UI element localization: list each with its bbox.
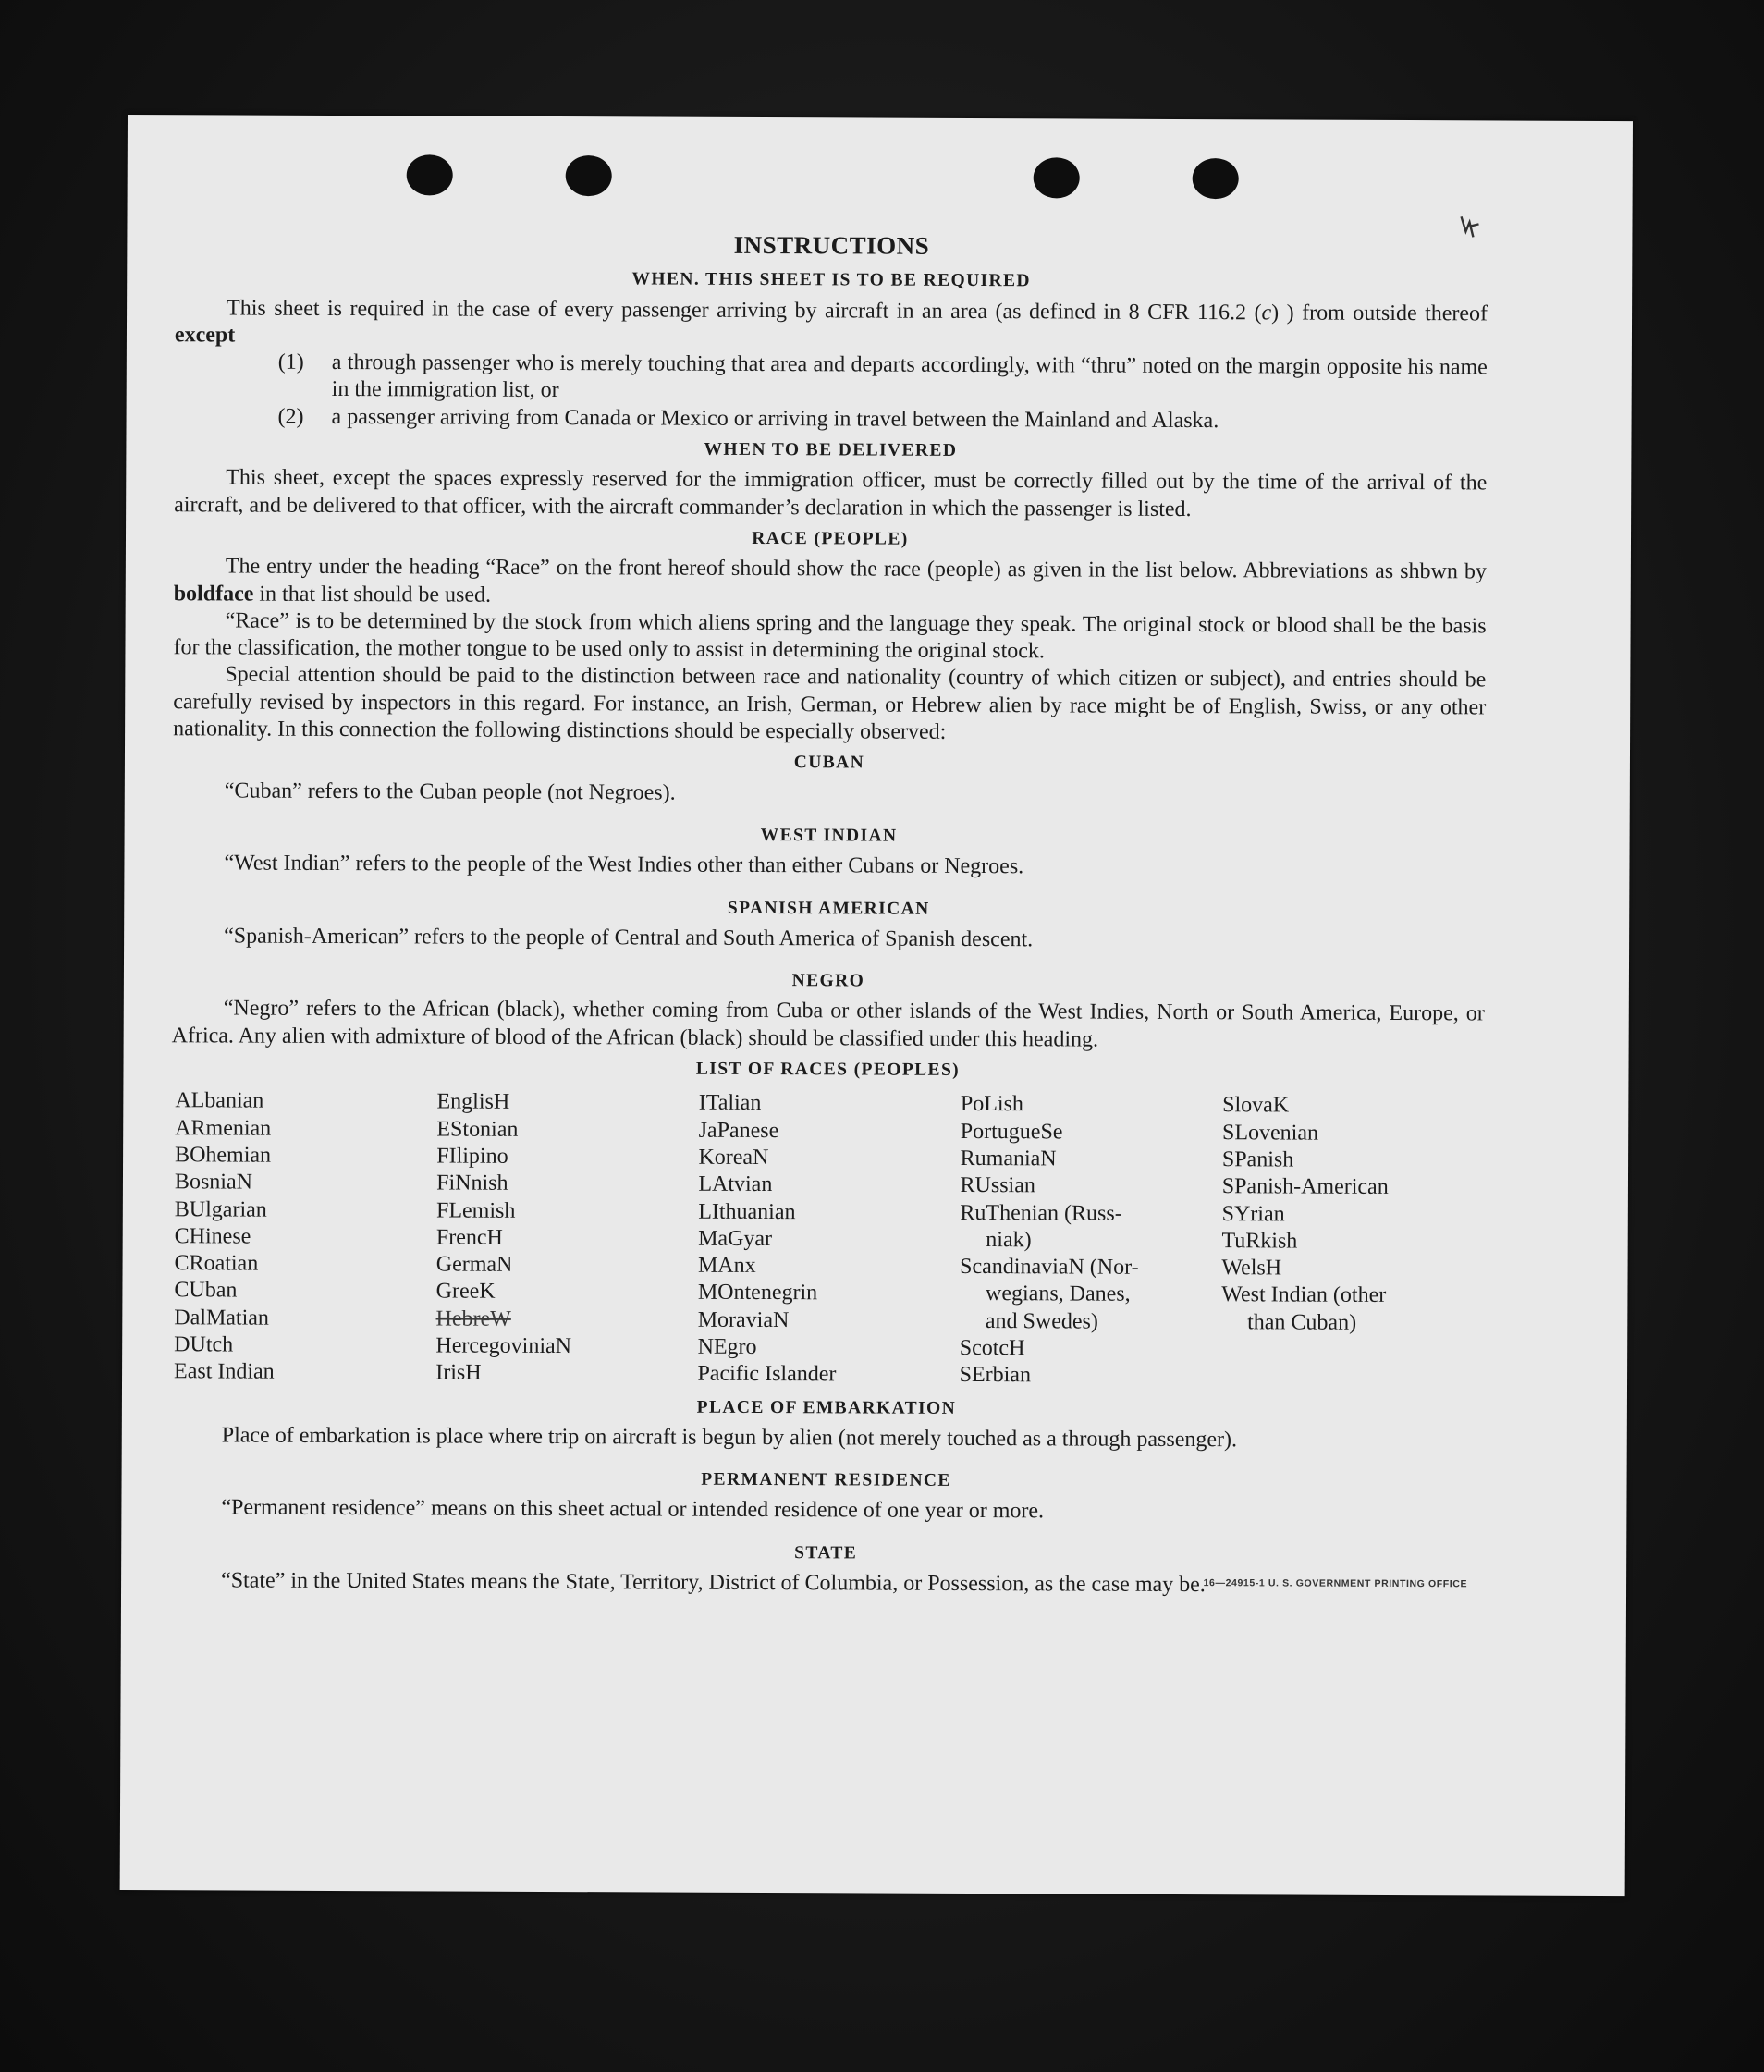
race-entry: wegians, Danes, xyxy=(985,1281,1131,1307)
page-title: INSTRUCTIONS xyxy=(733,230,930,260)
section-heading-west-indian: WEST INDIAN xyxy=(760,825,898,846)
list-item: (1) a through passenger who is merely touching that area and departs accordingly, with “thru” noted on the margin opposite his name in the immigration list, or xyxy=(277,349,1488,403)
west-indian-text: “West Indian” refers to the people of the West Indies other than either Cubans or Negroes. xyxy=(224,851,1024,879)
section-heading-required: WHEN. THIS SHEET IS TO BE REQUIRED xyxy=(631,269,1031,291)
race-entry: SYrian xyxy=(1221,1201,1285,1226)
race-paragraph: Special attention should be paid to the distinction between race and nationality (country of which citizen or subject), and entries should be carefully revised by inspectors in this regard. For instance, an Irish, German, or Hebrew alien by race might be of English, Swiss, or any other nationality. In this connection the following distinctions should be especially observed: xyxy=(173,662,1487,744)
race-entry: WelsH xyxy=(1221,1256,1282,1281)
section-heading-list: LIST OF RACES (PEOPLES) xyxy=(695,1059,961,1080)
race-entry: SPanish xyxy=(1221,1147,1294,1172)
race-entry: BUlgarian xyxy=(174,1196,267,1222)
race-entry: ScandinaviaN (Nor- xyxy=(960,1255,1139,1280)
race-entry: TuRkish xyxy=(1221,1228,1298,1254)
race-entry: BosniaN xyxy=(174,1170,253,1195)
race-entry: NEgro xyxy=(697,1334,757,1359)
state-block xyxy=(169,1567,1482,1600)
section-heading-cuban: CUBAN xyxy=(793,753,865,773)
races-list xyxy=(174,1088,1484,1392)
embarkation-text: Place of embarkation is place where trip on aircraft is begun by alien (not merely touched as a through passenger). xyxy=(221,1423,1238,1453)
spanish-american-text: “Spanish-American” refers to the people of Central and South America of Spanish descent. xyxy=(224,924,1034,952)
race-entry: JaPanese xyxy=(698,1118,779,1143)
race-entry-struck: HebreW xyxy=(435,1306,511,1331)
instructions-body xyxy=(169,226,1488,1600)
cuban-text: “Cuban” refers to the Cuban people (not Negroes). xyxy=(224,779,676,805)
race-entry: RUssian xyxy=(960,1173,1035,1198)
race-entry: FrencH xyxy=(435,1225,503,1250)
race-entry: SlovaK xyxy=(1222,1093,1290,1118)
race-entry: MAnx xyxy=(697,1253,756,1279)
punch-hole xyxy=(407,154,453,195)
race-entry: IrisH xyxy=(435,1360,482,1385)
section-heading-embarkation: PLACE OF EMBARKATION xyxy=(696,1397,957,1418)
race-entry: PoLish xyxy=(960,1092,1024,1117)
section-heading-residence: PERMANENT RESIDENCE xyxy=(701,1469,951,1491)
list-item: (2) a passenger arriving from Canada or Mexico or arriving in travel between the Mainland and Alaska. xyxy=(277,404,1219,433)
delivered-text: This sheet, except the spaces expressly reserved for the immigration officer, must be correctly filled out by the time of the arrival of the aircraft, and be delivered to that officer, with the aircraft commander’s declaration in which the passenger is listed. xyxy=(174,465,1488,521)
section-heading-spanish-american: SPANISH AMERICAN xyxy=(727,898,930,919)
race-entry: FiNnish xyxy=(436,1171,508,1196)
race-paragraph: The entry under the heading “Race” on the front hereof should show the race (people) as given in the list below. Abbreviations as shbwn by boldface in that list should be used. xyxy=(173,554,1487,607)
race-entry: CUban xyxy=(174,1278,238,1303)
race-entry: niak) xyxy=(986,1227,1032,1253)
race-entry: MaGyar xyxy=(698,1226,773,1251)
section-heading-delivered: WHEN TO BE DELIVERED xyxy=(704,439,958,460)
race-entry: ITalian xyxy=(698,1091,762,1116)
negro-text: “Negro” refers to the African (black), whether coming from Cuba or other islands of the West Indies, North or South America, Europe, or Africa. Any alien with admixture of blood of the African (black) should be classified under this heading. xyxy=(171,996,1485,1052)
state-text: “State” in the United States means the State, Territory, District of Columbia, or Possession, as the case may be. xyxy=(221,1568,1206,1598)
race-entry: LIthuanian xyxy=(698,1199,796,1224)
races-column xyxy=(697,1090,961,1389)
race-entry: than Cuban) xyxy=(1247,1309,1357,1335)
race-entry: KoreaN xyxy=(698,1145,769,1170)
residence-text: “Permanent residence” means on this sheet actual or intended residence of one year or more. xyxy=(221,1495,1045,1524)
race-entry: ARmenian xyxy=(175,1115,272,1141)
race-entry: SLovenian xyxy=(1221,1120,1319,1146)
document-page xyxy=(120,115,1633,1896)
races-column xyxy=(960,1091,1223,1390)
race-entry: RuThenian (Russ- xyxy=(960,1200,1122,1226)
section-heading-negro: NEGRO xyxy=(791,971,865,991)
race-entry: MOntenegrin xyxy=(697,1281,818,1306)
race-entry: HercegoviniaN xyxy=(435,1333,572,1359)
race-paragraph: “Race” is to be determined by the stock from which aliens spring and the language they speak. The original stock or blood shall be the basis for the classification, the mother tongue to be used only to assist in determining the original stock. xyxy=(173,608,1487,664)
race-entry: ALbanian xyxy=(175,1088,264,1113)
race-entry: Pacific Islander xyxy=(697,1361,837,1387)
section-heading-state: STATE xyxy=(794,1542,858,1563)
races-column xyxy=(1221,1092,1485,1391)
race-entry: EStonian xyxy=(436,1117,519,1142)
races-column xyxy=(435,1089,699,1388)
required-intro: This sheet is required in the case of every passenger arriving by aircraft in an area (as defined in 8 CFR 116.2 (c) ) from outside thereof except xyxy=(174,296,1488,348)
race-entry: DalMatian xyxy=(174,1305,270,1330)
race-entry: BOhemian xyxy=(175,1143,272,1168)
race-entry: MoraviaN xyxy=(697,1307,790,1332)
race-entry: RumaniaN xyxy=(960,1146,1057,1171)
race-entry: DUtch xyxy=(174,1332,234,1357)
race-entry: GreeK xyxy=(435,1279,496,1305)
race-entry: LAtvian xyxy=(698,1171,773,1197)
punch-hole xyxy=(1034,157,1080,198)
race-entry: PortugueSe xyxy=(960,1119,1063,1145)
race-entry: CRoatian xyxy=(174,1251,259,1276)
section-heading-race: RACE (PEOPLE) xyxy=(752,528,909,549)
race-entry: FLemish xyxy=(435,1197,516,1223)
race-entry: GermaN xyxy=(435,1252,513,1277)
race-entry: East Indian xyxy=(174,1359,275,1384)
punch-hole xyxy=(1193,158,1239,199)
race-entry: SErbian xyxy=(959,1363,1032,1388)
race-entry: CHinese xyxy=(174,1224,251,1249)
printing-office-note: 16—24915-1 U. S. GOVERNMENT PRINTING OFFICE xyxy=(1203,1577,1468,1590)
punch-hole xyxy=(566,155,612,196)
race-entry: West Indian (other xyxy=(1221,1282,1387,1308)
races-column xyxy=(174,1088,437,1387)
race-entry: and Swedes) xyxy=(985,1308,1098,1334)
race-entry: SPanish-American xyxy=(1221,1174,1389,1200)
race-entry: EnglisH xyxy=(436,1089,510,1115)
race-entry: FIlipino xyxy=(436,1144,508,1169)
race-entry: ScotcH xyxy=(959,1335,1025,1361)
